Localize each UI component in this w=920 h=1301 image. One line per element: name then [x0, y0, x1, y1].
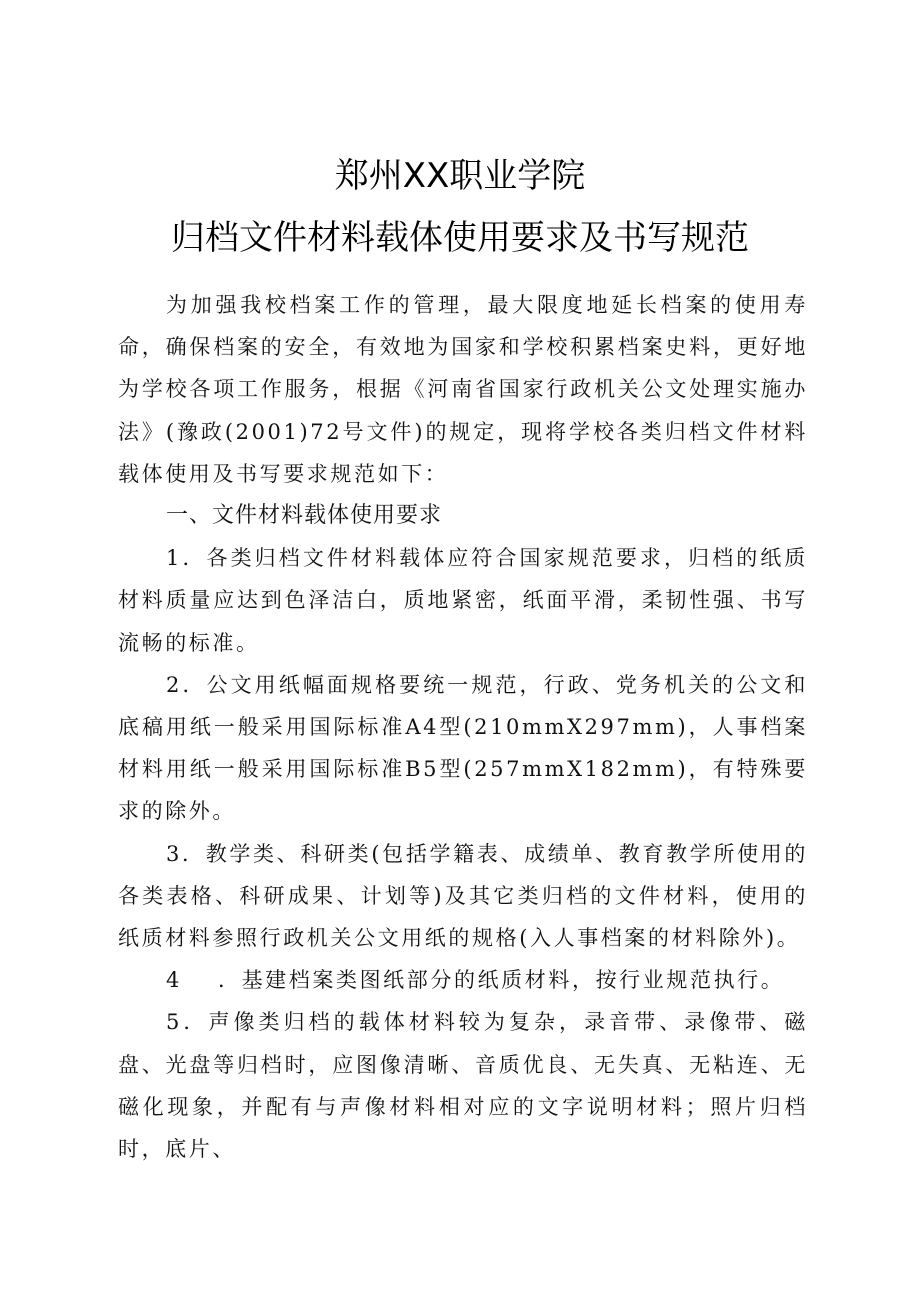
- intro-paragraph: 为加强我校档案工作的管理，最大限度地延长档案的使用寿命，确保档案的安全，有效地为国家和学校积累档案史料，更好地为学校各项工作服务，根据《河南省国家行政机关公文处理实施办法》(豫政(2001)72号文件)的规定，现将学校各类归档文件材料载体使用及书写要求规范如下：: [118, 293, 808, 486]
- item-number: 4: [166, 968, 182, 993]
- list-item-1: [118, 537, 808, 664]
- item-number: 5: [166, 1010, 182, 1035]
- item-text: ．声像类归档的载体材料较为复杂，录音带、录像带、磁盘、光盘等归档时，应图像清晰、音质优良、无失真、无粘连、无磁化现象，并配有与声像材料相对应的文字说明材料；照片归档时，底片、: [118, 1010, 808, 1162]
- item-text: ．公文用纸幅面规格要统一规范，行政、党务机关的公文和底稿用纸一般采用国际标准A4型(210mmX297mm)，人事档案材料用纸一般采用国际标准B5型(257mmX182mm)，有特殊要求的除外。: [118, 672, 808, 824]
- section-heading-1: 一、文件材料载体使用要求: [166, 503, 443, 529]
- item-number: 3: [166, 841, 182, 866]
- list-item-4: [118, 959, 808, 1001]
- document-title-main: 归档文件材料载体使用要求及书写规范: [171, 218, 749, 258]
- document-title-school: 郑州XX职业学院: [334, 156, 586, 196]
- list-item-3: [118, 833, 808, 960]
- item-number: 2: [166, 672, 182, 697]
- document-body: [118, 284, 808, 1170]
- item-text: ．教学类、科研类(包括学籍表、成绩单、教育教学所使用的各类表格、科研成果、计划等)及其它类归档的文件材料，使用的纸质材料参照行政机关公文用纸的规格(入人事档案的材料除外)。: [118, 841, 808, 951]
- item-number: 1: [166, 546, 182, 571]
- item-text: ．各类归档文件材料载体应符合国家规范要求，归档的纸质材料质量应达到色泽洁白，质地紧密，纸面平滑，柔韧性强、书写流畅的标准。: [118, 546, 808, 655]
- item-text: ．基建档案类图纸部分的纸质材料，按行业规范执行。: [217, 968, 785, 993]
- list-item-5: [118, 1001, 808, 1170]
- list-item-2: [118, 664, 808, 833]
